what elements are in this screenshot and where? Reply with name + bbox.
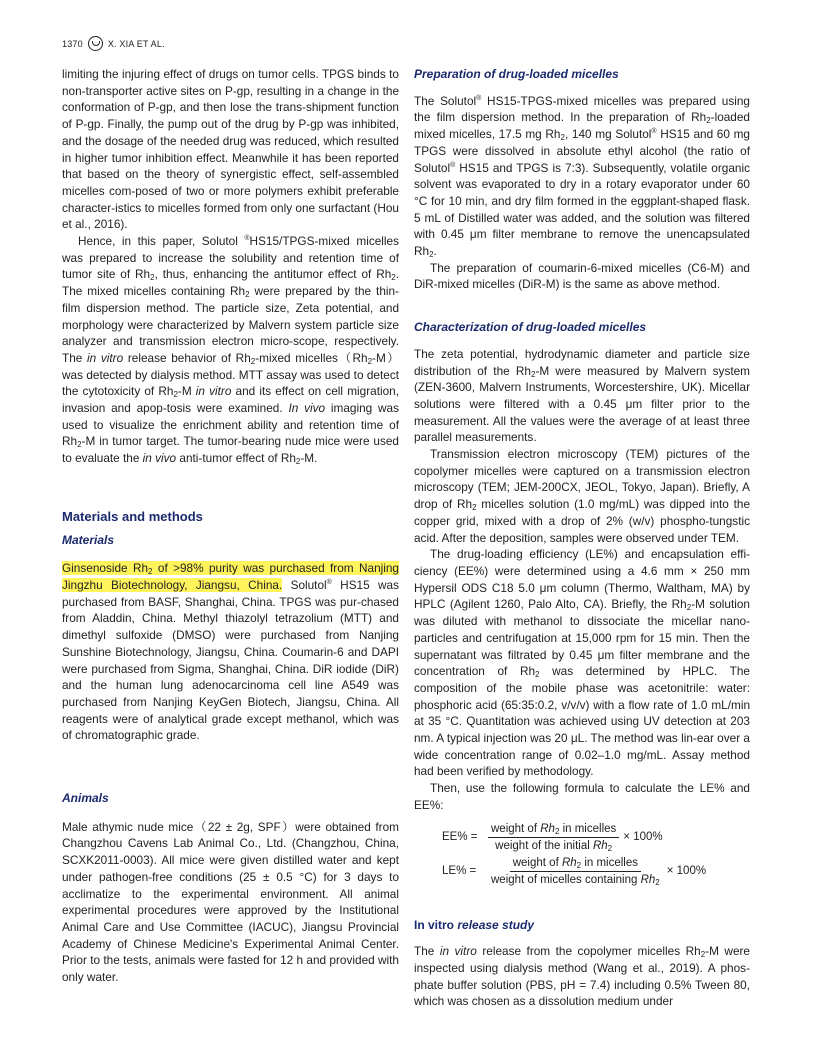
preparation-paragraph-2: The preparation of coumarin-6-mixed micelles (C6-M) and DiR-mixed micelles (DiR-M) is the same as above method. — [414, 260, 750, 292]
subsection-title-preparation: Preparation of drug-loaded micelles — [414, 67, 619, 81]
subsection-title-animals: Animals — [62, 791, 109, 806]
running-head — [62, 36, 165, 51]
animals-paragraph: Male athymic nude mice（22 ± 2g, SPF）were obtained from Changzhou Cavens Lab Animal Co., Ltd. (Changzhou, China, SCXK2011-0003). All mice were given distilled water and kept under pathogen-free conditions (25 ± 0.5 °C) for 3 days to acclimatize to the experimental environment. All animal experimental procedures were approved by the Institutional Animal Care and Use Committee (IACUC), Jiangsu Provincial Academy of Chinese Medicine's Experimental Animal Center. Prior to the tests, animals were fasted for 12 h and provided with only water. — [62, 819, 399, 985]
formula-le: LE% = $\frac{weight of Rh_2 in micelles}{weight of micelles containing Rh_2}$ × 100% — [442, 856, 707, 887]
formula-ee: EE% = $\frac{weight of Rh_2 in micelles}{weight of the initial Rh_2}$ × 100% — [442, 822, 663, 853]
preparation-paragraph-1: The Solutol® HS15-TPGS-mixed micelles was prepared using the film dispersion method. In the preparation of $Rh_2$-loaded mixed micelles, 17.5 mg $Rh_2$, 140 mg Solutol® HS15 and 60 mg TPGS were dissolved in absolute ethyl alcohol (the ratio of Solutol® HS15 and TPGS is 7:3). Subsequently, volatile organic solvent was evaporated to dry in a rotary evaporator under 60 °C for 10 min, and dry film formed in the eggplant-shaped flask. 5 mL of Distilled water was added, and the solution was filtered with 0.45 μm filter membrane to remove the unencapsulated $Rh_2$. — [414, 93, 750, 260]
intro-paragraph-2: Hence, in this paper, Solutol ®HS15/TPGS-mixed micelles was prepared to increase the solubility and retention time of tumor site of $Rh_2$, thus, enhancing the antitumor effect of $Rh_2$. The mixed micelles containing $Rh_2$ were prepared by the thin-film dispersion method. The particle size, Zeta potential, and morphology were characterized by Malvern system particle size analyzer and transmission electron micro-scope, respectively. The in vitro release behavior of $Rh_2$-mixed $micelles(Rh_2-M)$ was detected by dialysis method. MTT assay was used to detect the cytotoxicity of $Rh_2-M$ in vitro and its effect on cell migration, invasion and apop-tosis were examined. In vivo imaging was used to visualize the enrichment ability and retention time of $Rh_2-M$ in tumor target. The tumor-bearing nude mice were used to evaluate the in vivo anti-tumor effect of $Rh_2-M$. — [62, 234, 400, 467]
characterization-paragraph-1: The zeta potential, hydrodynamic diameter and particle size distribution of the $Rh_2-M$ were measured by Malvern system (ZEN-3600, Malvern Instruments, Worcestershire, UK). Micellar solutions were filtered with a 0.45 μm filter prior to the measurement. All the values were the average of at least three parallel measurements. — [414, 346, 751, 445]
section-title-materials-methods: Materials and methods — [62, 508, 203, 524]
intro-paragraph-1: limiting the injuring effect of drugs on tumor cells. TPGS binds to non-transporter active sites on P-gp, resulting in a change in the conformation of P-gp, and then lose the trans-shipment function of P-gp. Finally, the pump out of the drug by P-gp was inhibited, and the dosage of the needed drug was reduced, which resulted in higher tumor inhibition effect. Meanwhile it has been reported that based on the theory of synergistic effect, self-assembled micelles com-posed of two or more polymers exhibit preferable character-istics to micelles formed from only one surfactant (Hou et al., 2016). — [62, 67, 399, 232]
left-column — [62, 66, 399, 986]
materials-paragraph: Ginsenoside $Rh_2$ of >98% purity was purchased from Nanjing Jingzhu Biotechnology, Jiangsu, China. Solutol® HS15 was purchased from BASF, Shanghai, China. TPGS was pur-chased from Aladdin, China. Methyl thiazolyl tetrazolium (MTT) and dimethyl sulfoxide (DMSO) were purchased from Nanjing Sunshine Biotechnology, Jiangsu, China. Coumarin-6 and DAPI were purchased from Sigma, Shanghai, China. DiR iodide (DiR) and the human lung adenocarcinoma cell line A549 was purchased from Nanjing KeyGen Biotech, Jiangsu, China. All reagents were of analytical grade except methanol, which was of chromatographic grade. — [62, 561, 399, 743]
characterization-paragraph-2: Transmission electron microscopy (TEM) pictures of the copolymer micelles were captured on a transmission electron microscopy (TEM; JEM-200CX, JEOL, Tokyo, Japan). Briefly, A drop of $Rh_2$ micelles solution (1.0 mg/mL) was dipped into the copper grid, mixed with a drop of 2% (w/v) phospho-tungstic acid. After the deposition, samples were observed under TEM. — [414, 447, 751, 545]
characterization-paragraph-3: The drug-loading efficiency (LE%) and encapsulation effi-ciency (EE%) were determined using a 4.6 mm × 250 mm Hypersil ODS C18 5.0 μm column (Thermo, Waltham, MA) by HPLC (Agilent 1260, Palo Alto, CA). Briefly, the $Rh_2-M$ solution was diluted with methanol to dissociate the micellar nano-particles and centrifugation at 15,000 rpm for 15 min. Then the supernatant was filtrated by 0.45 μm filter membrane and the concentration of $Rh_2$ was determined by HPLC. The composition of the mobile phase was acetonitrile: water: phosphoric acid (65:35:0.2, v/v/v) with a flow rate of 1.0 mL/min at 35 °C. Quantitation was achieved using UV detection at 203 nm. A typical injection was 20 μL. The method was lin-ear over a wide concentration range of 0.02–1.0 mg/mL. Assay method had been verified by methodology. — [414, 547, 750, 779]
running-authors: X. XIA ET AL. — [107, 38, 165, 49]
characterization-paragraph-4: Then, use the following formula to calculate the LE% and EE%: — [414, 781, 750, 812]
highlighted-text: Ginsenoside $Rh_2$ of >98% purity was purchased from Nanjing Jingzhu Biotechnology, Jiangsu, China. — [62, 561, 399, 592]
subsection-title-release: In vitro release study — [414, 917, 535, 932]
subsection-title-materials: Materials — [62, 532, 115, 547]
page-number: 1370 — [62, 38, 83, 49]
right-column — [414, 66, 750, 1010]
subsection-title-characterization: Characterization of drug-loaded micelles — [414, 320, 647, 335]
release-paragraph: The in vitro release from the copolymer micelles $Rh_2-M$ were inspected using dialysis method (Wang et al., 2019). A phos-phate buffer solution (PBS, pH = 7.4) including 0.5% Tween 80, which was chosen as a dissolution medium under — [414, 944, 750, 1009]
journal-logo-icon — [88, 36, 103, 51]
